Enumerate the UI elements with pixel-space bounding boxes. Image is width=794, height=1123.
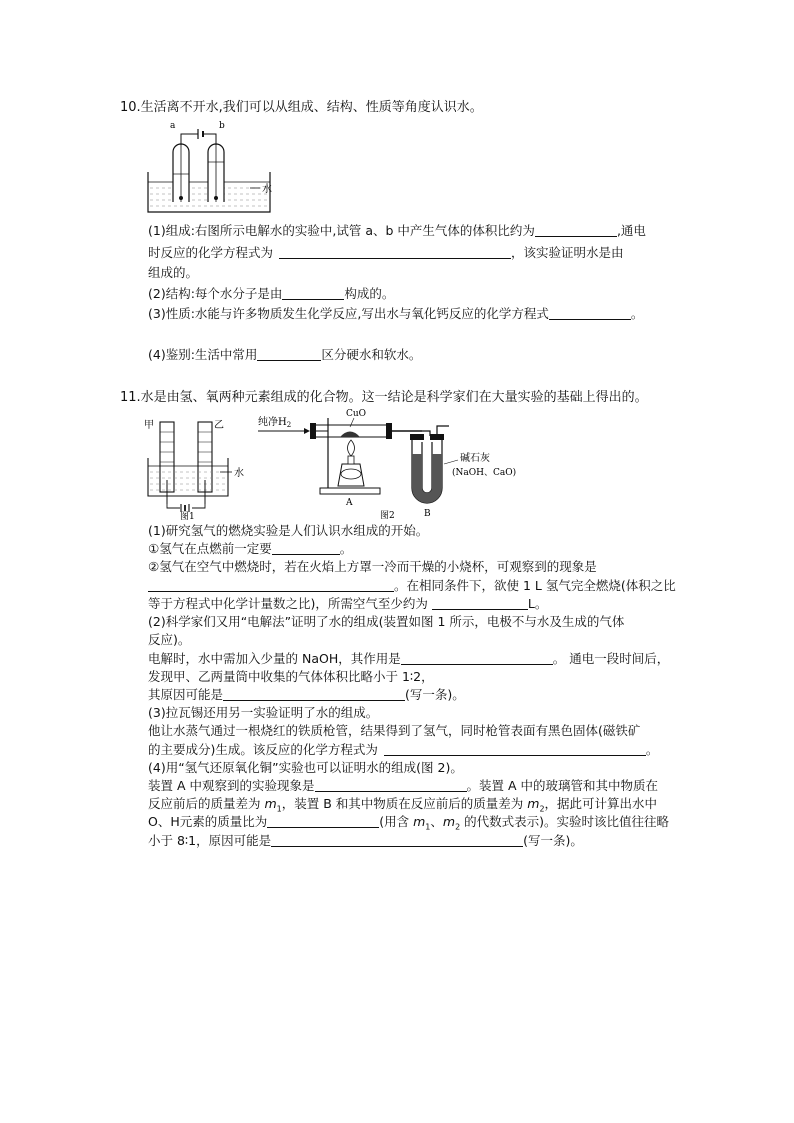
- q11-l15: 装置 A 中观察到的实验现象是 。装置 A 中的玻璃管和其中物质在: [148, 778, 658, 793]
- answer-blank[interactable]: [148, 578, 394, 592]
- fig-label-a: a: [170, 121, 176, 131]
- q10-part1-line2: 时反应的化学方程式为 ，该实验证明水是由: [148, 245, 624, 260]
- fig2-label-a: A: [346, 498, 353, 508]
- q11-l12: 他让水蒸气通过一根烧红的铁质枪管，结果得到了氢气，同时枪管表面有黑色固体(磁铁矿: [148, 723, 641, 738]
- answer-blank[interactable]: [384, 742, 646, 756]
- fig1-caption: 图1: [180, 512, 195, 520]
- q11-l17: O、H元素的质量比为 (用含 $m_1$、$m_2$ 的代数式表示)。实验时该比值往往略: [148, 814, 670, 832]
- electrolysis-apparatus-figure: [140, 114, 280, 218]
- q11-l16: 反应前后的质量差为 $m_1$，装置 B 和其中物质在反应前后的质量差为 $m_2$，据此可计算出水中: [148, 796, 658, 814]
- q11-l9: 发现甲、乙两量筒中收集的气体体积比略小于 1∶2，: [148, 669, 434, 684]
- q11-l5: 等于方程式中化学计量数之比)，所需空气至少约为 L。: [148, 596, 548, 611]
- fig1-label-water: 水: [234, 468, 244, 479]
- q11-l14: (4)用“氢气还原氧化铜”实验也可以证明水的组成(图 2)。: [148, 760, 463, 775]
- answer-blank[interactable]: [223, 687, 405, 701]
- q11-l8: 电解时，水中需加入少量的 NaOH，其作用是 。 通电一段时间后，: [148, 651, 670, 666]
- fig1-label-jia: 甲: [144, 420, 154, 431]
- q11-l4: 。在相同条件下，欲使 1 L 氢气完全燃烧(体积之比: [148, 577, 676, 594]
- fig2-caption: 图2: [380, 511, 395, 520]
- q10-part4: (4)鉴别:生活中常用 区分硬水和软水。: [148, 347, 422, 362]
- fig1-label-yi: 乙: [214, 420, 224, 431]
- answer-blank[interactable]: [257, 347, 321, 361]
- q10-part2: (2)结构:每个水分子是由 构成的。: [148, 286, 395, 301]
- answer-blank[interactable]: [549, 306, 631, 320]
- q11-l18: 小于 8∶1，原因可能是 (写一条)。: [148, 833, 583, 848]
- q11-l2: ①氢气在点燃前一定要 。: [148, 541, 353, 556]
- q11-l11: (3)拉瓦锡还用另一实验证明了水的组成。: [148, 705, 379, 720]
- fig-label-water: 水: [262, 184, 272, 195]
- q11-l13: 的主要成分)生成。该反应的化学方程式为 。: [148, 742, 659, 757]
- electrolysis-cylinders-figure: [140, 414, 260, 520]
- fig2-label-b: B: [424, 509, 431, 519]
- answer-blank[interactable]: [535, 223, 617, 237]
- q11-l3: ②氢气在空气中燃烧时，若在火焰上方罩一冷而干燥的小烧杯，可观察到的现象是: [148, 559, 597, 574]
- q11-title: 11.水是由氢、氧两种元素组成的化合物。这一结论是科学家们在大量实验的基础上得出的。: [120, 390, 648, 405]
- answer-blank[interactable]: [432, 596, 528, 610]
- hydrogen-reduction-apparatus-figure: [254, 404, 524, 520]
- answer-blank[interactable]: [282, 286, 344, 300]
- fig2-label-cuo: CuO: [346, 409, 367, 419]
- q10-title: 10.生活离不开水,我们可以从组成、结构、性质等角度认识水。: [120, 100, 483, 115]
- answer-blank[interactable]: [272, 541, 340, 555]
- fig2-label-h2: 纯净$H_2$: [258, 417, 292, 429]
- q10-part1-line1: (1)组成:右图所示电解水的实验中,试管 a、b 中产生气体的体积比约为 ,通电: [148, 223, 646, 238]
- answer-blank[interactable]: [267, 814, 379, 828]
- answer-blank[interactable]: [279, 245, 511, 259]
- q10-part1-line3: 组成的。: [148, 265, 199, 280]
- answer-blank[interactable]: [401, 651, 553, 665]
- q11-l6: (2)科学家们又用“电解法”证明了水的组成(装置如图 1 所示，电极不与水及生成的气体: [148, 614, 625, 629]
- q10-part3: (3)性质:水能与许多物质发生化学反应,写出水与氧化钙反应的化学方程式 。: [148, 306, 644, 321]
- fig2-label-soda-lime: 碱石灰: [460, 453, 490, 464]
- q11-l7: 反应)。: [148, 632, 191, 647]
- fig-label-b: b: [219, 121, 225, 131]
- fig2-label-soda-lime-composition: (NaOH、CaO): [452, 468, 517, 478]
- answer-blank[interactable]: [315, 778, 467, 792]
- q11-l10: 其原因可能是 (写一条)。: [148, 687, 465, 702]
- q11-l1: (1)研究氢气的燃烧实验是人们认识水组成的开始。: [148, 523, 429, 538]
- answer-blank[interactable]: [271, 833, 523, 847]
